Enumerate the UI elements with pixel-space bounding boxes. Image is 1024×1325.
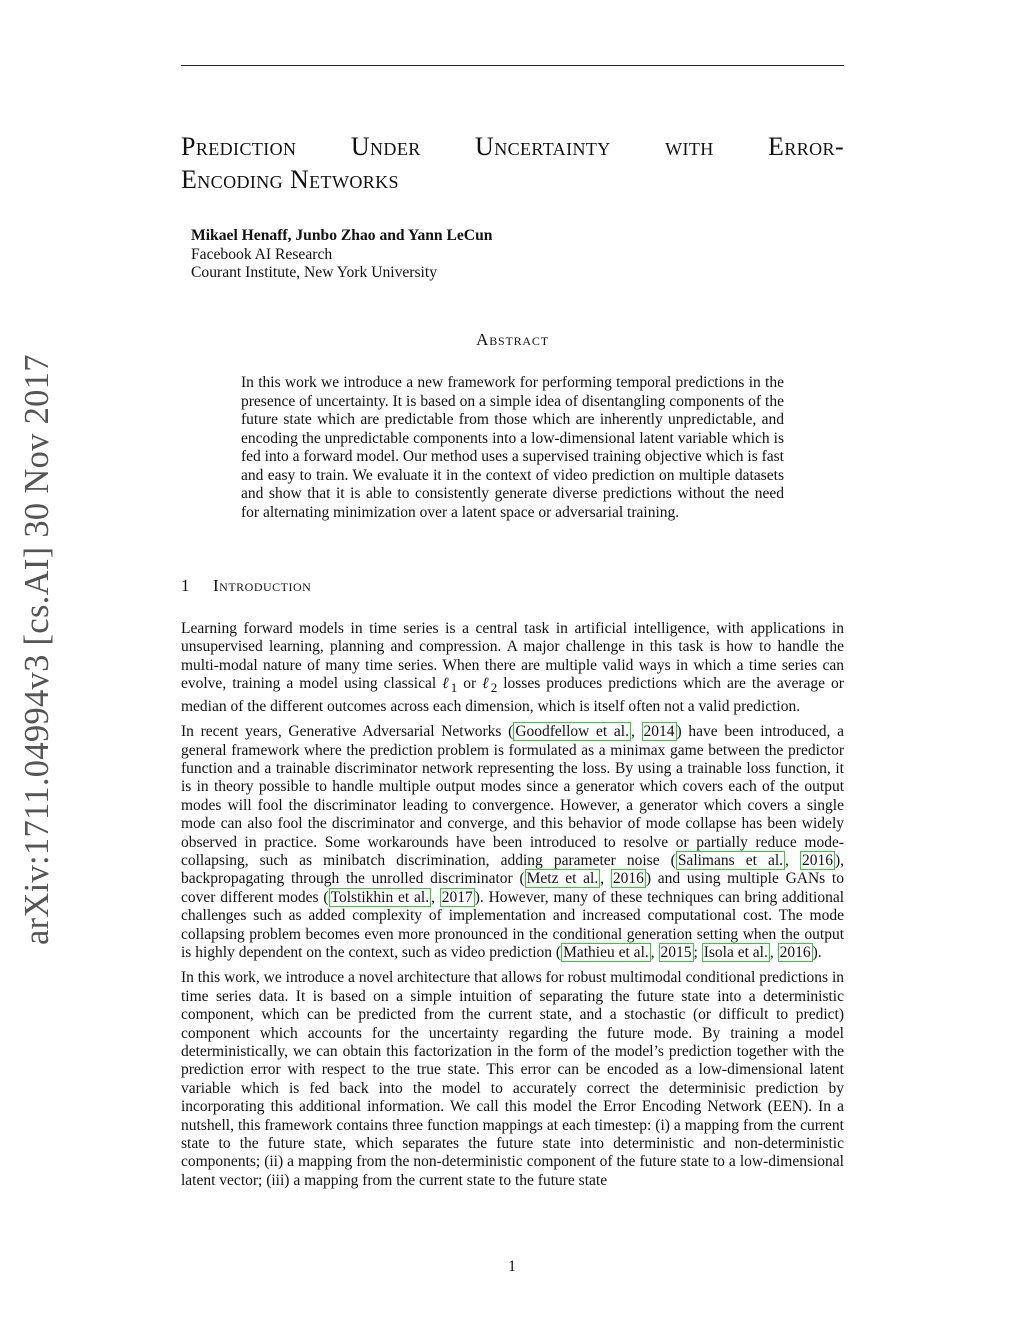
text-run: ;: [693, 944, 702, 961]
page-number: 1: [508, 1258, 516, 1275]
text-run: ,: [769, 944, 778, 961]
text-run: In recent years, Generative Adversarial Networks (: [181, 723, 514, 741]
abstract-heading: Abstract: [476, 330, 549, 349]
abstract-text: In this work we introduce a new framework for performing temporal predictions in the presence of uncertainty. It is based on a simple idea of disentangling components of the future state which are predictable from those which are inherently unpredictable, and encoding the unpredictable components into a low-dimensional latent variable which is fed into a forward model. Our method uses a supervised training objective which is fast and easy to train. We evaluate it in the context of video prediction on multiple datasets and show that it is able to consistently generate diverse predictions without the need for alternating minimization over a latent space or adversarial training.: [241, 374, 784, 521]
introduction-body: [181, 620, 844, 1197]
author-names: Mikael Henaff, Junbo Zhao and Yann LeCun: [191, 227, 493, 244]
text-run: ,: [431, 888, 440, 906]
section-number: 1: [181, 576, 190, 595]
paragraph-2: [181, 723, 844, 962]
citation-link[interactable]: Mathieu et al.: [563, 944, 649, 961]
text-run: ,: [785, 851, 800, 869]
math-ell: ℓ: [482, 675, 491, 693]
citation-year-link[interactable]: 2014: [643, 723, 675, 741]
affiliation-1: Facebook AI Research: [191, 245, 333, 263]
citation-year-link[interactable]: 2016: [779, 944, 811, 961]
author-block: [191, 227, 492, 283]
title-line-2: Encoding Networks: [181, 165, 399, 194]
text-run: ).: [812, 944, 822, 961]
paper-title: [181, 130, 844, 196]
math-subscript: 2: [490, 680, 498, 696]
text-run: ,: [650, 944, 659, 961]
top-rule: [181, 65, 844, 66]
text-run: ), backpropagating through the unrolled discriminator (: [181, 851, 844, 888]
citation-year-link[interactable]: 2015: [660, 944, 692, 961]
math-subscript: 1: [450, 680, 458, 696]
citation-year-link[interactable]: 2017: [441, 888, 473, 906]
math-ell: ℓ: [442, 675, 451, 693]
citation-link[interactable]: Isola et al.: [703, 944, 768, 961]
text-run: losses produces predictions which are the average or median of the different outcomes across each dimension, which is itself often not a valid prediction.: [181, 675, 844, 715]
text-run: ) and using multiple GANs to cover different modes (: [181, 870, 844, 906]
text-run: ,: [630, 723, 642, 741]
affiliation-2: Courant Institute, New York University: [191, 264, 438, 281]
citation-link[interactable]: Goodfellow et al.: [515, 723, 629, 741]
text-run: ). However, many of these techniques can bring additional challenges such as added complexity of implementation and increased computational cost. The mode collapsing problem becomes even more pronounced in the conditional generation setting when the output is highly dependent on the context, such as video prediction (: [181, 888, 845, 961]
arxiv-sidebar-stamp: arXiv:1711.04994v3 [cs.AI] 30 Nov 2017: [18, 354, 56, 945]
text-run: ) have been introduced, a general framework where the prediction problem is formulated as a minimax game between the predictor function and a trainable discriminator network representing the loss. By using a trainable loss function, it is in theory possible to handle multiple output modes since a generator which covers each of the output modes will fool the discriminator leading to convergence. However, a generator which covers a single mode can also fool the discriminator and converge, and this behavior of mode collapse has been widely observed in practice. Some workarounds have been introduced to resolve or partially reduce mode-collapsing, such as minibatch discrimination, adding parameter noise (: [181, 723, 844, 869]
title-line-1: Prediction Under Uncertainty with Error-: [181, 132, 844, 161]
citation-year-link[interactable]: 2016: [801, 851, 833, 869]
section-heading-introduction: [181, 576, 311, 596]
citation-link[interactable]: Metz et al.: [526, 870, 599, 888]
text-run: ,: [600, 870, 611, 888]
text-run: or: [457, 675, 483, 693]
text-run: Learning forward models in time series is a central task in artificial intelligence, with applications in unsupervised learning, planning and compression. A major challenge in this task is how to handle the multi-modal nature of many time series. When there are multiple valid ways in which a time series can evolve, training a model using classical: [181, 620, 844, 693]
citation-link[interactable]: Salimans et al.: [677, 851, 784, 869]
paragraph-3: In this work, we introduce a novel architecture that allows for robust multimodal conditional predictions in time series data. It is based on a simple intuition of separating the future state into a deterministic component, which can be predicted from the current state, and a stochastic (or difficult to predict) component which accounts for the uncertainty regarding the future mode. By training a model deterministically, we can obtain this factorization in the form of the model’s prediction together with the prediction error with respect to the true state. This error can be encoded as a low-dimensional latent variable which is fed back into the model to accurately correct the determinisic prediction by incorporating this additional information. We call this model the Error Encoding Network (EEN). In a nutshell, this framework contains three function mappings at each timestep: (i) a mapping from the current state to the future state, which separates the future state into deterministic and non-deterministic components; (ii) a mapping from the non-deterministic component of the future state to a low-dimensional latent vector; (iii) a mapping from the current state to the future state: [181, 969, 844, 1189]
citation-year-link[interactable]: 2016: [612, 870, 644, 888]
paragraph-1: [181, 620, 844, 716]
section-title: Introduction: [213, 576, 312, 595]
citation-link[interactable]: Tolstikhin et al.: [330, 888, 430, 906]
